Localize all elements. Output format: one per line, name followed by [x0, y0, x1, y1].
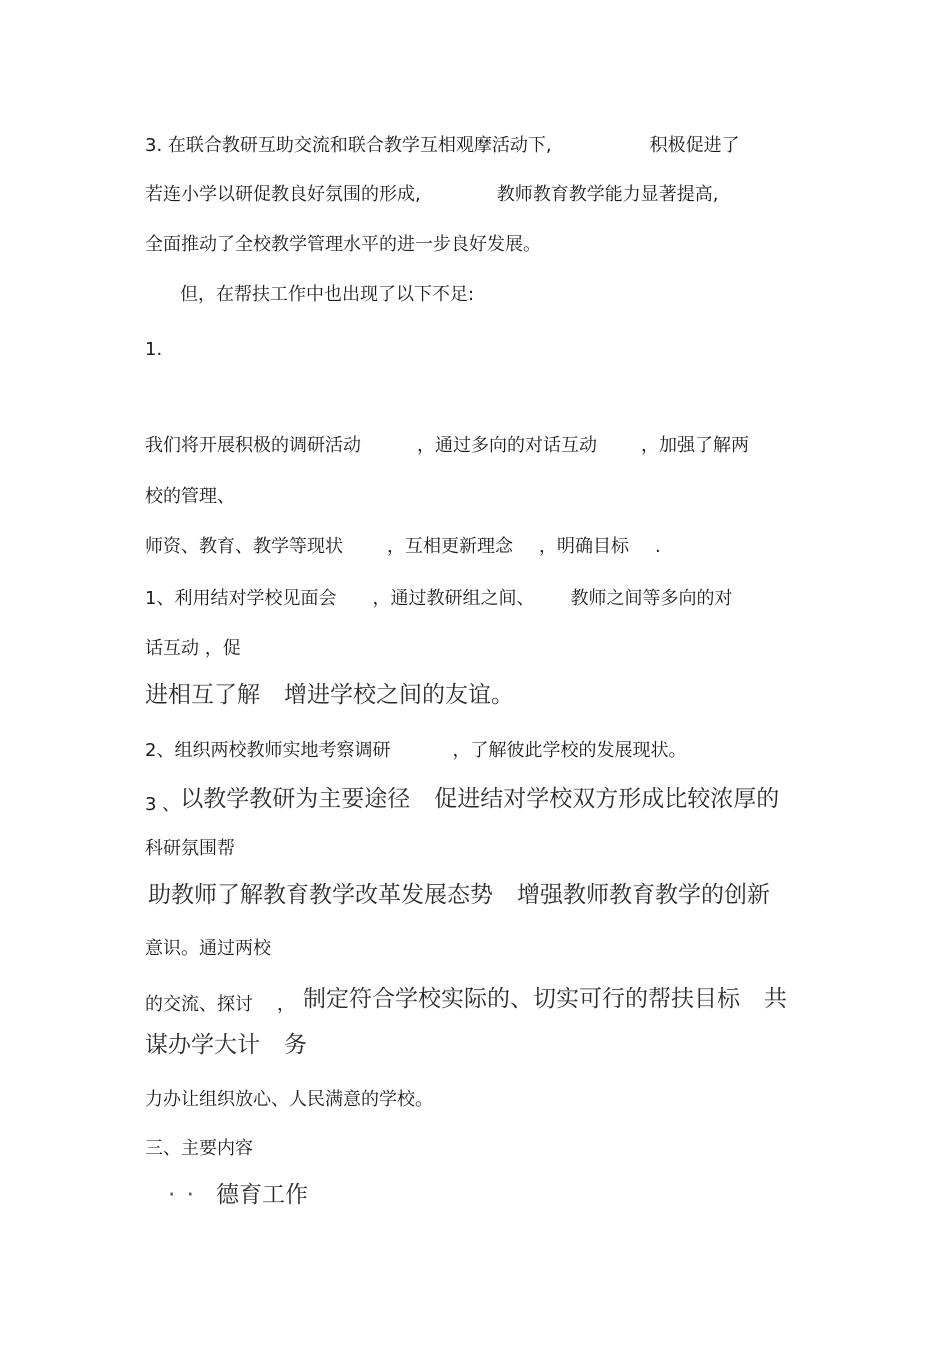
text-segment: 校的管理、 [145, 486, 235, 507]
text-segment: . [655, 536, 661, 557]
text-segment: ， [277, 994, 295, 1015]
text-segment: 进相互了解 [145, 682, 260, 708]
text-segment: ，加强了解两 [641, 435, 749, 456]
text-segment: 三、主要内容 [145, 1138, 253, 1159]
text-segment: 但，在帮扶工作中也出现了以下不足: [180, 284, 475, 305]
text-segment: 促进结对学校双方形成比较浓厚的 [434, 786, 780, 812]
text-line [145, 485, 235, 509]
text-segment: 德育工作 [215, 1182, 308, 1208]
text-segment: ，通过教研组之间、 [372, 588, 535, 609]
text-segment: 师资、教育、教学等现状 [145, 536, 343, 557]
subsection-heading [168, 1180, 308, 1210]
text-line [145, 134, 740, 158]
text-segment: 科研氛围帮 [145, 838, 235, 859]
text-line [145, 637, 241, 661]
text-segment: 的交流、探讨 [145, 994, 253, 1015]
text-line [145, 680, 514, 710]
list-number [145, 338, 162, 362]
text-segment: 1. [145, 339, 163, 360]
text-segment: 助教师了解教育教学改革发展态势 [148, 882, 493, 908]
text-segment: 教师教育教学能力显著提高, [496, 184, 719, 205]
text-line [145, 739, 686, 763]
text-segment: 3. 在联合教研互助交流和联合教学互相观摩活动下, [145, 135, 552, 156]
text-line [145, 434, 749, 458]
text-line [180, 283, 474, 307]
text-line [145, 784, 779, 814]
text-line [145, 183, 718, 207]
text-segment: 增进学校之间的友谊。 [284, 682, 514, 708]
text-line [145, 984, 787, 1014]
text-segment: 2、组织两校教师实地考察调研 [145, 740, 391, 761]
text-segment: ，明确目标 [539, 536, 629, 557]
text-segment: 意识。通过两校 [145, 938, 271, 959]
text-segment: ，了解彼此学校的发展现状。 [452, 740, 687, 761]
text-segment: 若连小学以研促教良好氛围的形成, [145, 184, 421, 205]
text-segment: 积极促进了 [649, 135, 740, 156]
text-line [145, 937, 271, 961]
text-line [145, 233, 541, 257]
text-segment: 共 [764, 986, 787, 1012]
text-segment: 1、利用结对学校见面会 [145, 588, 337, 609]
text-line [145, 587, 732, 611]
text-segment: 我们将开展积极的调研活动 [145, 435, 361, 456]
text-segment: 谋办学大计 [145, 1032, 260, 1058]
text-line [145, 837, 235, 861]
text-line [148, 880, 770, 910]
text-segment: 话互动 ，促 [145, 638, 241, 659]
text-segment: ，互相更新理念 [387, 536, 513, 557]
text-segment: 教师之间等多向的对 [570, 588, 733, 609]
heading-marker: · · [168, 1182, 196, 1208]
text-line [145, 1088, 433, 1112]
text-segment: 制定符合学校实际的、切实可行的帮扶目标 [303, 986, 740, 1012]
text-segment: 全面推动了全校教学管理水平的进一步良好发展。 [145, 234, 541, 255]
text-segment: 务 [284, 1032, 307, 1058]
text-line [145, 535, 661, 559]
text-segment: 3 、 [145, 794, 181, 815]
text-segment: 增强教师教育教学的创新 [517, 882, 770, 908]
text-segment: 以教学教研为主要途径 [180, 786, 411, 812]
text-segment: ，通过多向的对话互动 [417, 435, 597, 456]
text-line [145, 1030, 307, 1060]
section-heading [145, 1137, 253, 1161]
text-segment: 力办让组织放心、人民满意的学校。 [145, 1089, 433, 1110]
